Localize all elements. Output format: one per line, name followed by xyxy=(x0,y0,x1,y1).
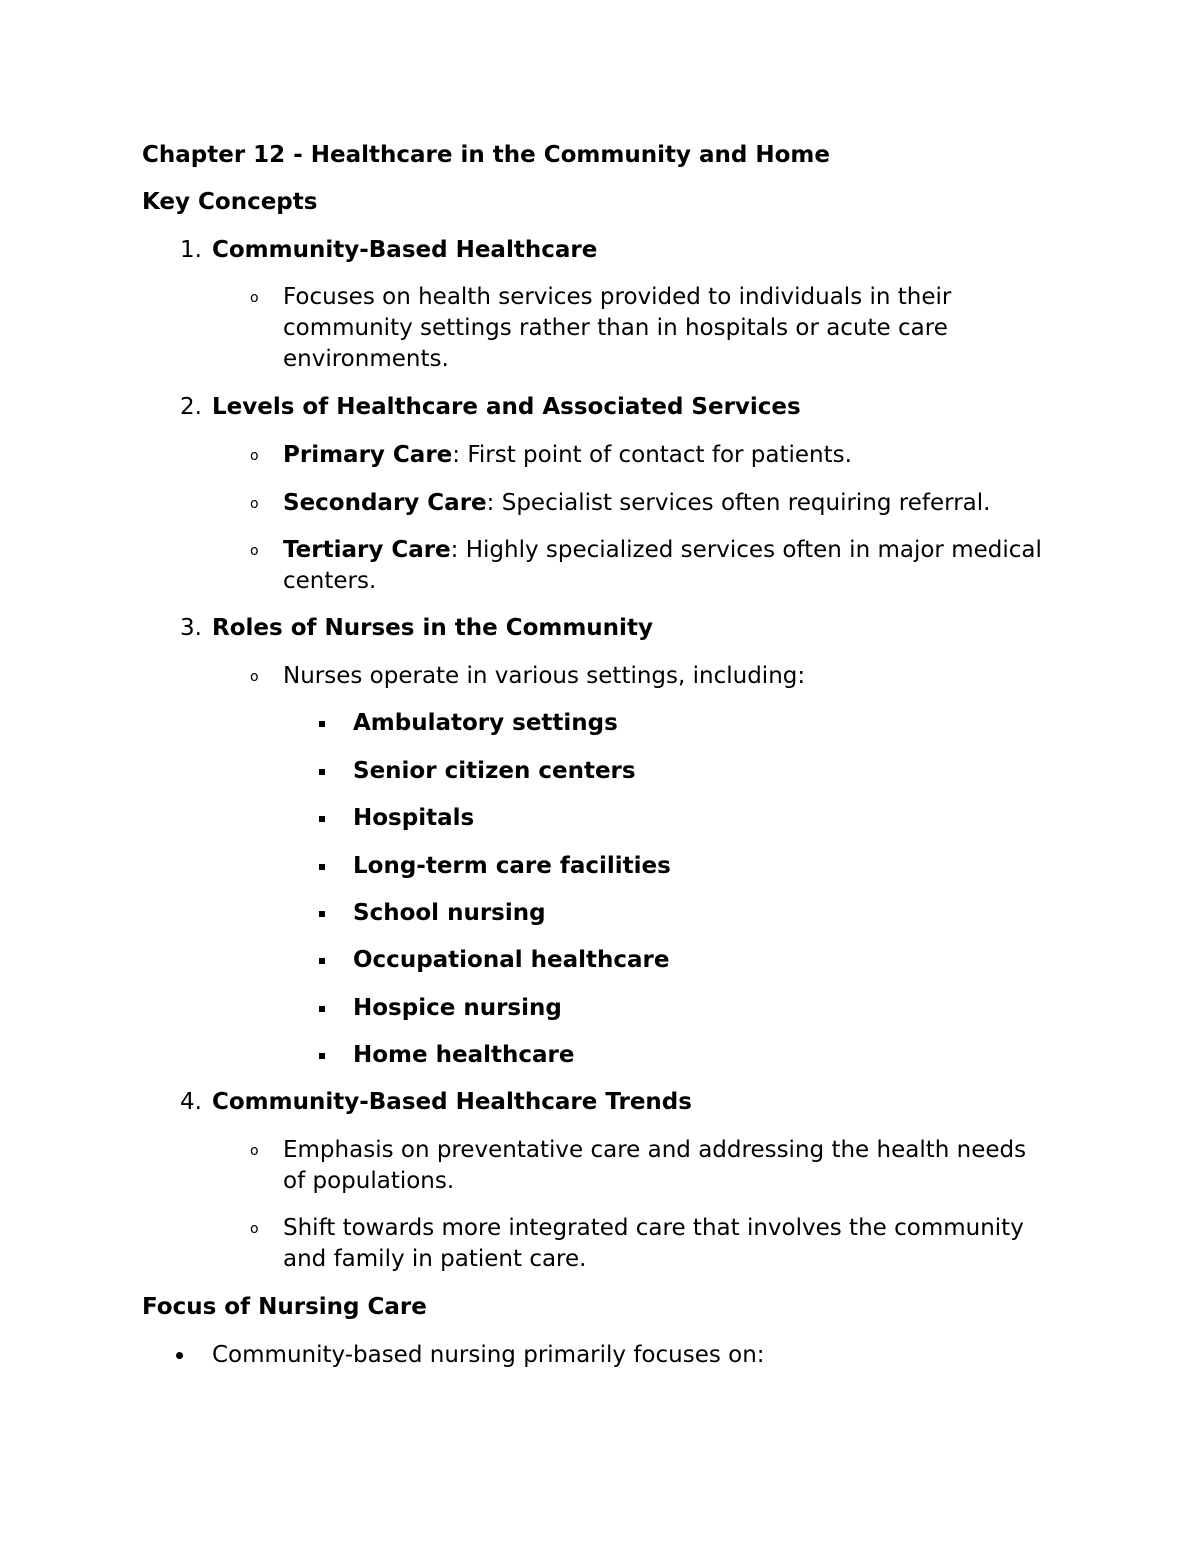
circle-bullet-icon: o xyxy=(250,290,259,306)
sub-list-item: School nursing xyxy=(353,900,546,926)
dot-bullet-icon xyxy=(176,1352,183,1359)
term-description: : First point of contact for patients. xyxy=(452,442,852,468)
list-item-line: community settings rather than in hospitals or acute care xyxy=(283,315,948,341)
sub-list-item: Home healthcare xyxy=(353,1042,575,1068)
term-description: : Highly specialized services often in major medical xyxy=(450,537,1042,563)
list-item-line: of populations. xyxy=(283,1168,455,1194)
term: Primary Care xyxy=(283,442,453,468)
circle-bullet-icon: o xyxy=(250,543,259,559)
sub-list-item: Occupational healthcare xyxy=(353,947,670,973)
list-item-line: Community-based nursing primarily focuses on: xyxy=(212,1342,765,1368)
square-bullet-icon xyxy=(319,1006,325,1012)
list-item-line: Nurses operate in various settings, including: xyxy=(283,663,806,689)
square-bullet-icon xyxy=(319,769,325,775)
list-item-line: Shift towards more integrated care that involves the community xyxy=(283,1215,1024,1241)
square-bullet-icon xyxy=(319,1053,325,1059)
section-number: 4. xyxy=(180,1089,202,1115)
circle-bullet-icon: o xyxy=(250,1143,259,1159)
sub-list-item: Senior citizen centers xyxy=(353,758,636,784)
square-bullet-icon xyxy=(319,864,325,870)
sub-list-item: Hospice nursing xyxy=(353,995,562,1021)
square-bullet-icon xyxy=(319,721,325,727)
section-number: 1. xyxy=(180,237,202,263)
list-item xyxy=(283,488,990,519)
section-heading: Levels of Healthcare and Associated Services xyxy=(212,394,801,420)
section-number: 3. xyxy=(180,615,202,641)
focus-heading: Focus of Nursing Care xyxy=(142,1294,427,1320)
circle-bullet-icon: o xyxy=(250,669,259,685)
circle-bullet-icon: o xyxy=(250,448,259,464)
sub-list-item: Long-term care facilities xyxy=(353,853,671,879)
list-item-line: and family in patient care. xyxy=(283,1246,587,1272)
square-bullet-icon xyxy=(319,816,325,822)
section-heading: Community-Based Healthcare Trends xyxy=(212,1089,692,1115)
list-item-line: Focuses on health services provided to individuals in their xyxy=(283,284,952,310)
list-item-line: centers. xyxy=(283,568,377,594)
square-bullet-icon xyxy=(319,911,325,917)
circle-bullet-icon: o xyxy=(250,1221,259,1237)
list-item xyxy=(283,440,852,471)
section-heading: Roles of Nurses in the Community xyxy=(212,615,653,641)
list-item xyxy=(283,535,1042,566)
term-description: : Specialist services often requiring referral. xyxy=(486,490,991,516)
square-bullet-icon xyxy=(319,958,325,964)
list-item-line: Emphasis on preventative care and addressing the health needs xyxy=(283,1137,1027,1163)
list-item-line: environments. xyxy=(283,346,449,372)
sub-list-item: Ambulatory settings xyxy=(353,710,618,736)
section-heading: Community-Based Healthcare xyxy=(212,237,598,263)
circle-bullet-icon: o xyxy=(250,496,259,512)
sub-list-item: Hospitals xyxy=(353,805,475,831)
term: Secondary Care xyxy=(283,490,487,516)
key-concepts-heading: Key Concepts xyxy=(142,189,318,215)
section-number: 2. xyxy=(180,394,202,420)
page-title: Chapter 12 - Healthcare in the Community and Home xyxy=(142,142,830,168)
term: Tertiary Care xyxy=(283,537,451,563)
